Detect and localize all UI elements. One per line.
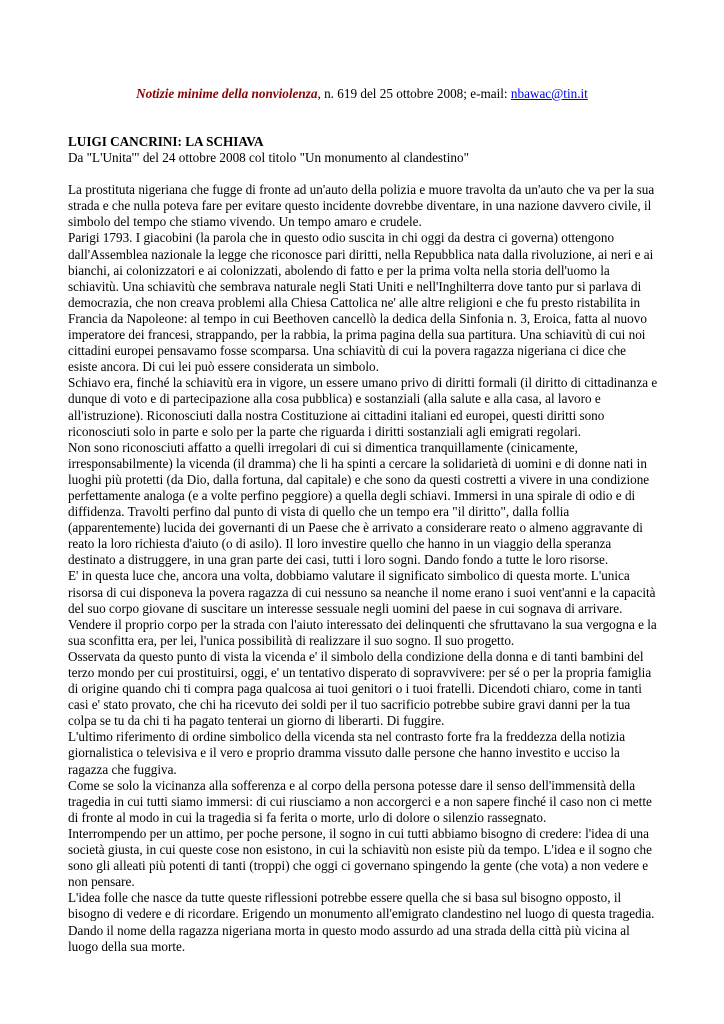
paragraph: Come se solo la vicinanza alla sofferenza e al corpo della persona potesse dare il senso dell'immensità della tragedia in cui tutti siamo immersi: di cui riusciamo a non accorgerci e a non sapere finché il caso non ci mette di fronte al modo in cui la tragedia si fa ferita o morte, urlo di dolore o silenzio rassegnato. xyxy=(68,777,652,825)
paragraph: E' in questa luce che, ancora una volta, dobbiamo valutare il significato simbolico di questa morte. L'unica risorsa di cui disponeva la povera ragazza di cui nessuno sa neanche il nome erano i suoi vent'anni e la capacità del suo corpo giovane di suscitare un interesse sessuale negli uomini del paese in cui sognava di arrivare. Vendere il proprio corpo per la strada con l'aiuto interessato dei delinquenti che sfruttavano la sua vergogna e la sua sconfitta era, per lei, l'unica possibilità di realizzare il suo sogno. Il suo progetto. xyxy=(68,568,657,648)
article-title: LUIGI CANCRINI: LA SCHIAVA xyxy=(68,134,264,149)
newsletter-header xyxy=(0,86,724,102)
email-link[interactable]: nbawac@tin.it xyxy=(510,86,588,101)
paragraph: Schiavo era, finché la schiavitù era in vigore, un essere umano privo di diritti formali (il diritto di cittadinanza e dunque di voto e di partecipazione alla cosa pubblica) e sostanziali (alla salute e alla casa, al lavoro e all'istruzione). Riconosciuti dalla nostra Costituzione ai cittadini italiani ed europei, questi diritti sono riconosciuti solo in parte e solo per la parte che riguarda i diritti sostanziali agli emigrati regolari. xyxy=(68,375,658,439)
article xyxy=(68,134,658,955)
paragraph: L'idea folle che nasce da tutte queste riflessioni potrebbe essere quella che si basa sul bisogno opposto, il bisogno di vedere e di ricordare. Erigendo un monumento all'emigrato clandestino nel luogo di questa tragedia. Dando il nome della ragazza nigeriana morta in questo modo assurdo ad una strada della città più vicina al luogo della sua morte. xyxy=(68,890,655,954)
paragraph: La prostituta nigeriana che fugge di fronte ad un'auto della polizia e muore travolta da un'auto che va per la sua strada e che nulla poteva fare per evitare questo incidente dovrebbe diventare, in una nazione davvero civile, il simbolo del tempo che stiamo vivendo. Un tempo amaro e crudele. xyxy=(68,182,655,230)
paragraph: Osservata da questo punto di vista la vicenda e' il simbolo della condizione della donna e di tanti bambini del terzo mondo per cui prostituirsi, oggi, e' un tentativo disperato di sopravvivere: per sé o per la propria famiglia di origine quando chi ti compra paga qualcosa ai tuoi genitori o i tuoi fratelli. Dicendoti chiaro, come in tanti casi e' stato provato, che chi ha ricevuto dei soldi per il tuo sacrificio potrebbe subire gravi danni per la tua colpa se tu da chi ti ha pagato tenterai un giorno di liberarti. Di fuggire. xyxy=(68,648,652,729)
article-source: Da "L'Unita'" del 24 ottobre 2008 col titolo "Un monumento al clandestino" xyxy=(68,150,469,166)
paragraph: L'ultimo riferimento di ordine simbolico della vicenda sta nel contrasto forte fra la freddezza della notizia giornalistica o televisiva e il vero e proprio dramma vissuto dalle persone che hanno investito e ucciso la ragazza che fuggiva. xyxy=(68,729,626,777)
paragraph: Non sono riconosciuti affatto a quelli irregolari di cui si dimentica tranquillamente (cinicamente, irresponsabilmente) la vicenda (il dramma) che li ha spinti a cercare la solidarietà di uomini e di donne nati in luoghi più protetti (da Dio, dalla fortuna, dal capitale) e che sono da questi costretti a vivere in una condizione perfettamente analoga (e a volte perfino peggiore) a quella degli schiavi. Immersi in una spirale di odio e di diffidenza. Travolti perfino dal punto di vista di quello che un tempo era "il diritto", dalla follia (apparentemente) lucida dei governanti di un Paese che è arrivato a considerare reato o almeno aggravante di reato la loro richiesta d'aiuto (o di asilo). Il loro investire quello che hanno in un viaggio della speranza destinato a distruggere, in una gran parte dei casi, tutti i loro sogni. Dando fondo a tutte le loro risorse. xyxy=(68,439,650,568)
publication-name: Notizie minime della nonviolenza xyxy=(136,86,318,101)
issue-info: , n. 619 del 25 ottobre 2008; e-mail: xyxy=(317,86,511,101)
paragraph: Parigi 1793. I giacobini (la parola che in questo odio suscita in chi oggi da destra ci governa) ottengono dall'Assemblea nazionale la legge che riconosce pari diritti, nella Repubblica nata dalla rivoluzione, ai neri e ai bianchi, ai colonizzatori e ai colonizzati, abolendo di fatto e per la prima volta nella storia dell'uomo la schiavitù. Una schiavitù che sembrava naturale negli Stati Uniti e nell'Inghilterra dove tanto pur si parlava di democrazia, che non creava problemi alla Chiesa Cattolica ne' alle altre religioni e che fu presto ristabilita in Francia da Napoleone: al tempo in cui Beethoven cancellò la dedica della Sinfonia n. 3, Eroica, fatta al nuovo imperatore dei francesi, strappando, per la rabbia, la prima pagina della sua partitura. Una schiavitù di cui noi cittadini europei pensavamo fosse scomparsa. Una schiavitù di cui la povera ragazza nigeriana ci dice che esiste ancora. Di cui lei può essere considerata un simbolo. xyxy=(68,230,654,375)
paragraph: Interrompendo per un attimo, per poche persone, il sogno in cui tutti abbiamo bisogno di credere: l'idea di una società giusta, in cui queste cose non esistono, in cui la schiavitù non esiste più da tempo. L'idea e il sogno che sono gli alleati più potenti di tanti (troppi) che oggi ci governano spingendo la gente (che vota) a non vedere e non pensare. xyxy=(68,825,652,890)
